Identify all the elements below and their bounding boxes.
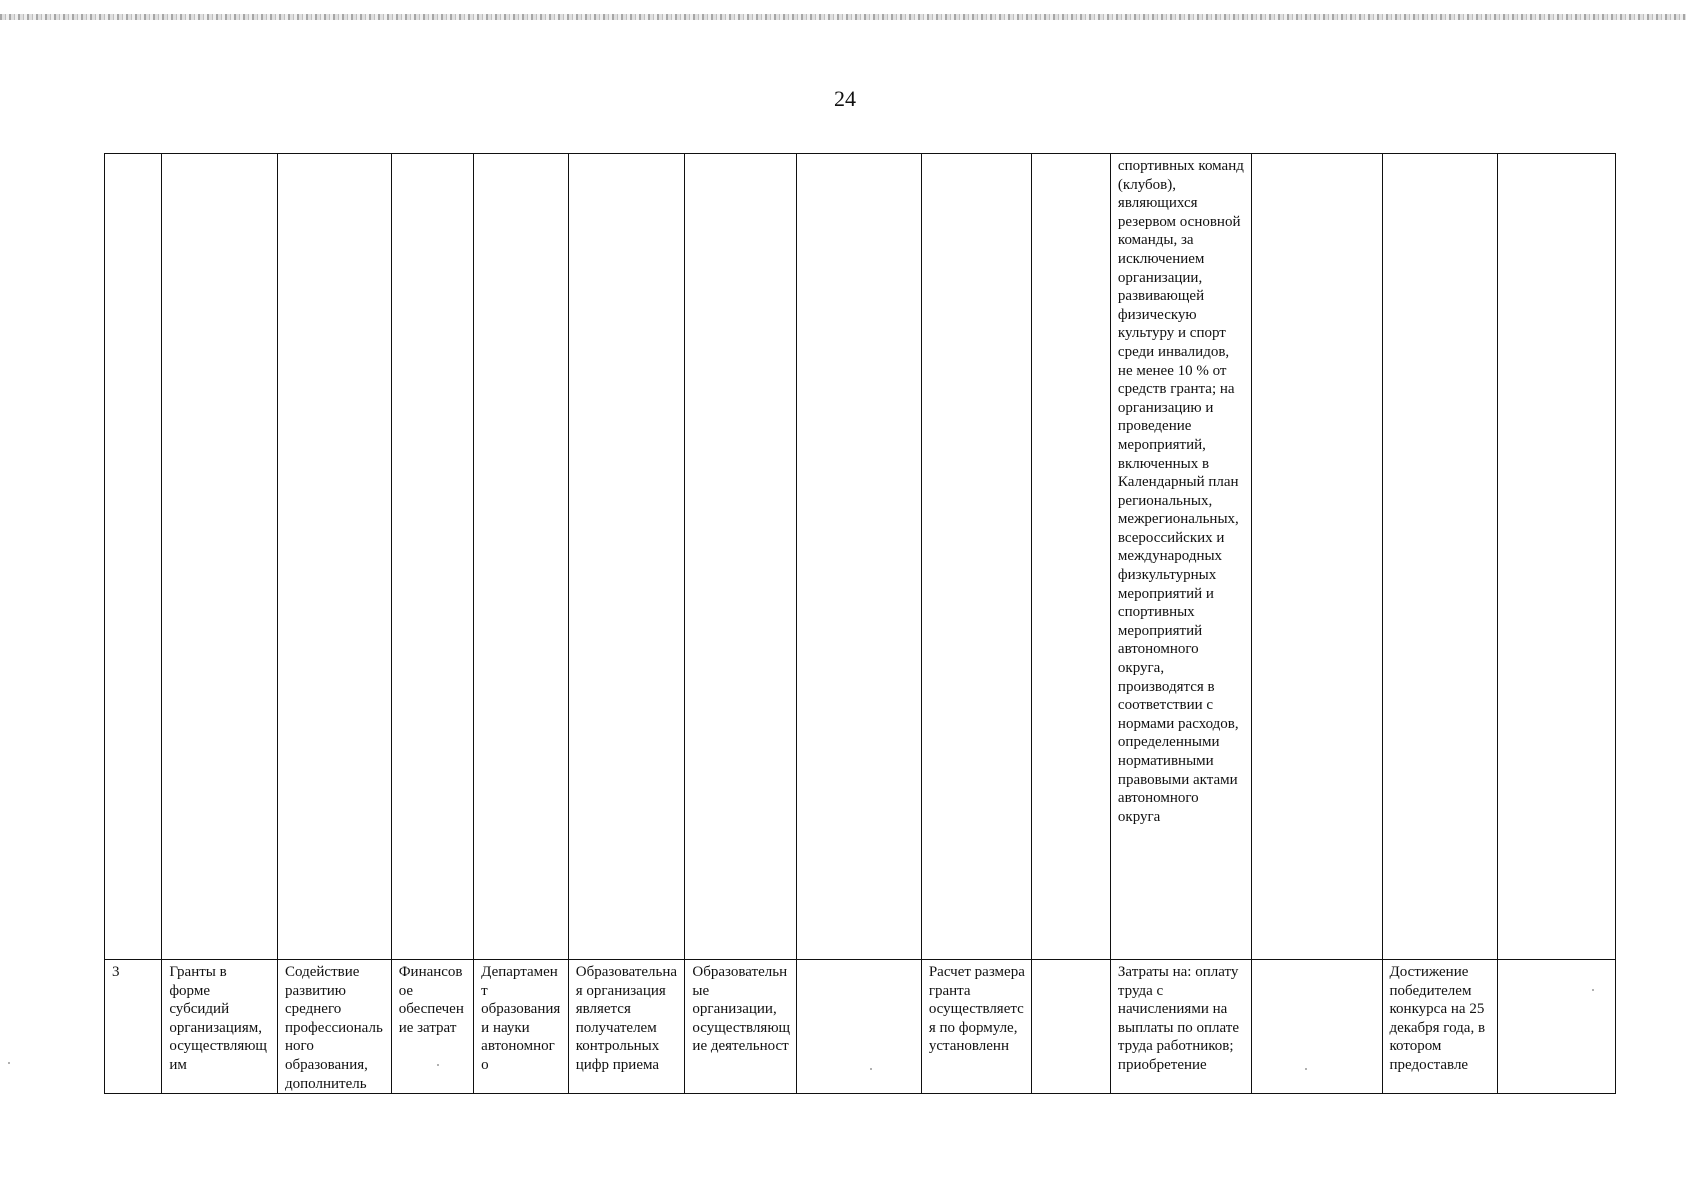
table-cell (391, 154, 473, 960)
table-cell (921, 154, 1032, 960)
table-cell (1032, 960, 1110, 1094)
table-cell (1382, 154, 1498, 960)
table-cell (797, 154, 922, 960)
table-cell (162, 154, 278, 960)
recipients-cell: Образовательные организации, осуществляющие деятельност (685, 960, 797, 1094)
expenses-cell: Затраты на: оплату труда с начислениями на выплаты по оплате труда работников; приобретение (1110, 960, 1251, 1094)
table-cell (1498, 154, 1616, 960)
scan-speck (870, 1068, 872, 1070)
table-cell (105, 154, 162, 960)
table-cell (685, 154, 797, 960)
scan-edge-artifact (0, 14, 1686, 20)
table-cell (1251, 154, 1382, 960)
table-row-continued (105, 154, 1616, 960)
result-cell: Достижение победителем конкурса на 25 декабря года, в котором предоставле (1382, 960, 1498, 1094)
grant-type-cell: Финансовое обеспечение затрат (391, 960, 473, 1094)
table-cell (1032, 154, 1110, 960)
row-number: 3 (105, 960, 162, 1094)
grant-form-cell: Гранты в форме субсидий организациям, осуществляющим (162, 960, 278, 1094)
table-row-3 (105, 960, 1616, 1094)
page-number: 24 (834, 86, 856, 111)
scan-speck (8, 1062, 10, 1064)
table-cell (1251, 960, 1382, 1094)
table-cell (278, 154, 392, 960)
scan-speck (1592, 989, 1594, 991)
expense-directions-text: спортивных команд (клубов), являющихся резервом основной команды, за исключением организации, развивающей физическую культуру и спорт среди инвалидов, не менее 10 % от средств гранта; на организацию и проведение мероприятий, включенных в Календарный план региональных, межрегиональных, всероссийских и международных физкультурных мероприятий и спортивных мероприятий автономного округа, производятся в соответствии с нормами расходов, определенными нормативными правовыми актами автономного округа (1110, 154, 1251, 960)
grant-purpose-cell: Содействие развитию среднего профессионального образования, дополнитель (278, 960, 392, 1094)
grantor-cell: Департамент образования и науки автономного (474, 960, 569, 1094)
scan-speck (437, 1064, 439, 1066)
grants-table (104, 153, 1616, 1094)
recipient-criteria-cell: Образовательная организация является получателем контрольных цифр приема (568, 960, 685, 1094)
table-cell (797, 960, 922, 1094)
table-cell (1498, 960, 1616, 1094)
scan-speck (1305, 1068, 1307, 1070)
table-cell (474, 154, 569, 960)
table-cell (568, 154, 685, 960)
grant-calculation-cell: Расчет размера гранта осуществляется по формуле, установленн (921, 960, 1032, 1094)
